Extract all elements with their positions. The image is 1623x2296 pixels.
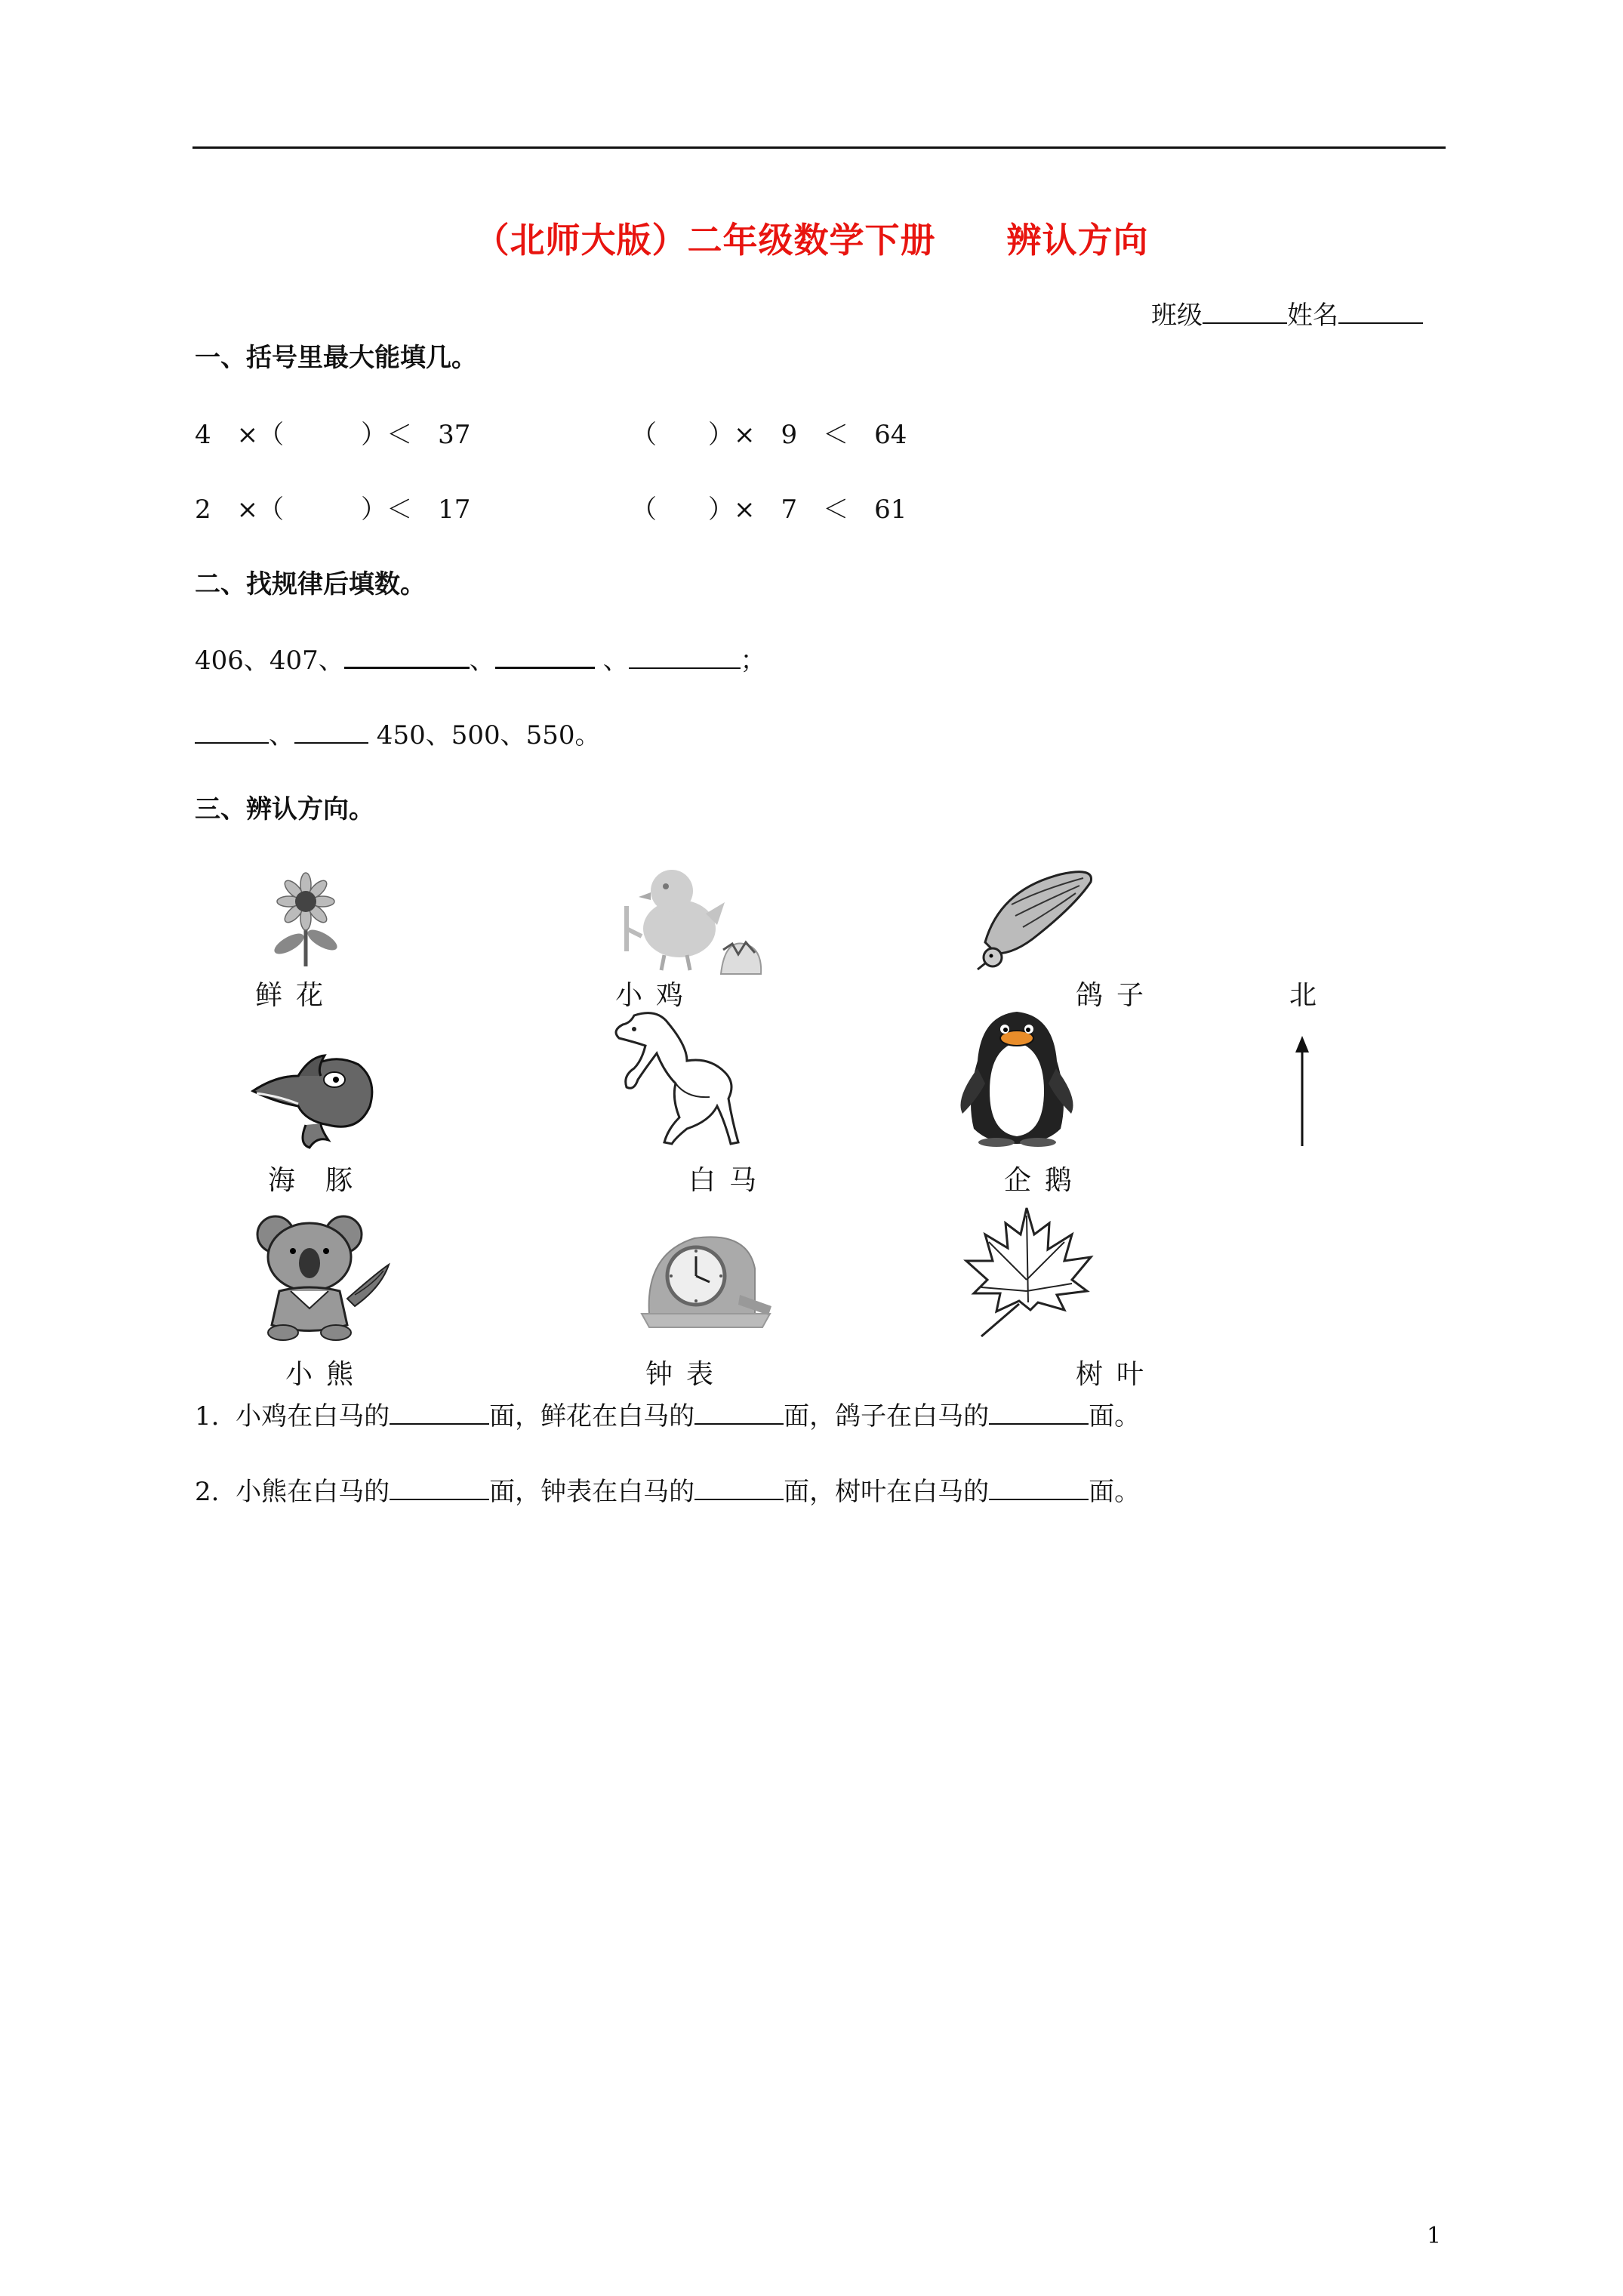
s2-blank-3[interactable] bbox=[629, 646, 741, 669]
q1-text-c: 面，鸽子在白马的 bbox=[784, 1401, 990, 1432]
s2-line1-end: ； bbox=[740, 646, 766, 676]
chick-icon bbox=[611, 861, 762, 974]
penguin-icon bbox=[955, 1008, 1079, 1148]
label-horse: 白马 bbox=[688, 1165, 771, 1196]
question-2 bbox=[195, 1471, 1140, 1508]
header-rule bbox=[192, 146, 1446, 149]
q2-text-b: 面，钟表在白马的 bbox=[489, 1477, 695, 1507]
q1-blank-2[interactable] bbox=[694, 1402, 784, 1425]
q1-blank-3[interactable] bbox=[989, 1402, 1089, 1425]
q1-number: 1. bbox=[195, 1401, 220, 1432]
label-pigeon: 鸽子 bbox=[1076, 980, 1158, 1011]
label-north: 北 bbox=[1289, 980, 1331, 1011]
leaf-icon bbox=[959, 1204, 1095, 1340]
class-blank[interactable] bbox=[1203, 301, 1287, 324]
s2-blank-5[interactable] bbox=[294, 721, 368, 744]
s1-row1-right: （ ）× 9 ＜ 64 bbox=[631, 420, 907, 450]
q1-text-d: 面。 bbox=[1089, 1401, 1141, 1432]
s2-blank-1[interactable] bbox=[344, 646, 470, 669]
s2-sep: 、 bbox=[602, 646, 629, 676]
label-leaf: 树叶 bbox=[1076, 1359, 1158, 1390]
label-chick: 小鸡 bbox=[615, 980, 698, 1011]
class-name-line bbox=[1151, 294, 1423, 331]
s2-line2 bbox=[195, 714, 601, 751]
q2-blank-1[interactable] bbox=[390, 1478, 489, 1500]
page-number: 1 bbox=[1427, 2223, 1442, 2249]
s2-line2-suffix: 450、500、550。 bbox=[368, 720, 601, 750]
name-blank[interactable] bbox=[1338, 301, 1423, 324]
s1-row2-right: （ ）× 7 ＜ 61 bbox=[631, 495, 907, 525]
label-penguin: 企鹅 bbox=[1004, 1165, 1086, 1196]
s2-blank-4[interactable] bbox=[195, 721, 269, 744]
label-bear: 小熊 bbox=[285, 1359, 368, 1390]
question-1 bbox=[195, 1395, 1140, 1432]
dolphin-icon bbox=[245, 1034, 381, 1148]
clock-icon bbox=[642, 1223, 774, 1329]
s2-line1-prefix: 406、407、 bbox=[195, 646, 344, 676]
section3-heading: 三、辨认方向。 bbox=[195, 794, 374, 824]
bear-icon bbox=[249, 1212, 393, 1340]
flower-icon bbox=[253, 868, 359, 970]
label-clock: 钟表 bbox=[645, 1359, 728, 1390]
s2-blank-2[interactable] bbox=[495, 646, 595, 669]
s2-sep: 、 bbox=[469, 646, 495, 676]
q2-text-c: 面，树叶在白马的 bbox=[784, 1477, 990, 1507]
label-flower: 鲜花 bbox=[255, 980, 337, 1011]
s1-row1-left: 4 ×（ ）＜ 37 bbox=[195, 420, 471, 450]
q1-blank-1[interactable] bbox=[390, 1402, 489, 1425]
q1-text-b: 面，鲜花在白马的 bbox=[489, 1401, 695, 1432]
s2-sep: 、 bbox=[269, 720, 294, 750]
page-title: （北师大版）二年级数学下册 辨认方向 bbox=[474, 220, 1149, 260]
north-arrow-icon bbox=[1287, 1034, 1317, 1148]
pigeon-icon bbox=[970, 859, 1098, 972]
name-label: 姓名 bbox=[1287, 300, 1338, 331]
q2-text-a: 小熊在白马的 bbox=[236, 1477, 390, 1507]
class-label: 班级 bbox=[1151, 300, 1203, 331]
q2-blank-3[interactable] bbox=[989, 1478, 1089, 1500]
q1-text-a: 小鸡在白马的 bbox=[236, 1401, 390, 1432]
section2-heading: 二、找规律后填数。 bbox=[195, 569, 426, 599]
s2-line1 bbox=[195, 639, 766, 676]
s1-row2-left: 2 ×（ ）＜ 17 bbox=[195, 495, 471, 525]
horse-icon bbox=[604, 1008, 747, 1148]
section1-heading: 一、括号里最大能填几。 bbox=[195, 343, 477, 373]
q2-number: 2. bbox=[195, 1477, 220, 1507]
label-dolphin: 海豚 bbox=[268, 1165, 383, 1196]
q2-text-d: 面。 bbox=[1089, 1477, 1141, 1507]
q2-blank-2[interactable] bbox=[694, 1478, 784, 1500]
